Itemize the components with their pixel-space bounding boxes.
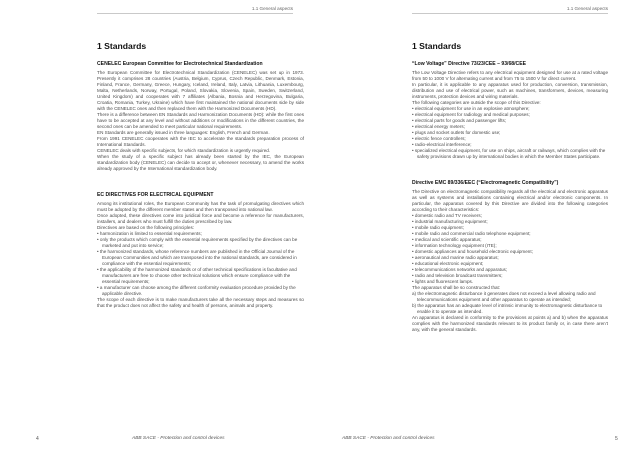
list-item: • mobile radio and commercial radio telephone equipment; <box>412 231 608 237</box>
spacer <box>97 172 304 192</box>
list-item: • telecommunications networks and apparatus; <box>412 267 608 273</box>
footer-text: ABB SACE - Protection and control devices <box>342 436 435 441</box>
header-rule <box>97 13 293 14</box>
section-title: 1 Standards <box>97 41 147 51</box>
page-footer <box>342 436 435 441</box>
ec-paragraph: Among its institutional roles, the European Community has the task of promulgating directives which must be adopted by the different member states and then transposed into national law. <box>97 201 304 212</box>
emc-paragraph: The apparatus shall be so constructed that: <box>412 285 501 290</box>
list-item: • harmonization is limited to essential requirements; <box>97 231 304 237</box>
list-item: • the harmonized standards, whose reference numbers are published in the Official Journal of the European Communities and which are transposed into the national standards, are considered in compliance with the essential requirements; <box>97 249 304 267</box>
list-item: • educational electronic equipment; <box>412 261 608 267</box>
emc-paragraph: The Directive on electromagnetic compatibility regards all the electrical and electronic apparatus as well as systems and installations containing electrical and/or electronic components. In particular, the apparatus covered by this Directive are divided into the following categories according to their characteristics: <box>412 189 608 212</box>
list-item: • electrical equipment for radiology and medical purposes; <box>412 112 608 118</box>
cenelec-paragraph: There is a difference between EN Standards and Harmonization Documents (HD): while the first ones have to be accepted at any level and without additions or modifications in the different countries, the second ones can be amended to meet particular national requirements. <box>97 112 304 129</box>
list-item: • domestic appliances and household electronic equipment; <box>412 249 608 255</box>
cenelec-paragraph: When the study of a specific subject has already been started by the IEC, the European standardization body (CENELEC) can decide to accept or, whenever necessary, to amend the works already approved by the International standardization body. <box>97 154 304 171</box>
list-item: • the applicability of the harmonized standards or of other technical specifications is facultative and manufacturers are free to choose other technical solutions which ensure compliance with the essential requirements; <box>97 267 304 285</box>
list-item: • mobile radio equipment; <box>412 225 608 231</box>
footer-text: ABB SACE - Protection and control devices <box>132 436 225 441</box>
right-page <box>319 0 638 451</box>
emc-heading: Directive EMC 89/336/EEC (“Electromagnetic Compatibility”) <box>412 180 559 186</box>
list-item: • electrical energy meters; <box>412 124 608 130</box>
ec-paragraph: Once adopted, these directives come into juridical force and become a reference for manufacturers, installers, and dealers who must fulfill the duties prescribed by law. <box>97 213 304 224</box>
list-item: • plugs and socket outlets for domestic use; <box>412 130 608 136</box>
list-item: • lights and fluorescent lamps. <box>412 279 608 285</box>
list-item: • electrical parts for goods and passenger lifts; <box>412 118 608 124</box>
list-item: • radio-electrical interference; <box>412 142 608 148</box>
page-number: 5 <box>615 436 618 442</box>
header-rule <box>412 13 608 14</box>
list-item: • specialized electrical equipment, for use on ships, aircraft or railways, which complies with the safety provisions drawn up by international bodies in which the Member States participate. <box>412 148 608 160</box>
list-item: • medical and scientific apparatus; <box>412 237 608 243</box>
list-item: • radio and television broadcast transmitters; <box>412 273 608 279</box>
ec-directives-heading: EC DIRECTIVES FOR ELECTRICAL EQUIPMENT <box>97 192 214 198</box>
page-footer <box>132 436 225 441</box>
right-column <box>412 41 608 333</box>
list-item: • only the products which comply with the essential requirements specified by the directives can be marketed and put into service; <box>97 237 304 249</box>
list-item: • information technology equipment (ITE); <box>412 243 608 249</box>
principles-list <box>97 231 304 297</box>
ec-paragraph: Directives are based on the following principles: <box>97 225 195 230</box>
lvd-paragraph: The following categories are outside the scope of this Directive: <box>412 100 541 105</box>
lvd-heading: “Low Voltage” Directive 73/23/CEE – 93/68/CEE <box>412 61 526 67</box>
section-title: 1 Standards <box>412 41 462 51</box>
list-item: • aeronautical and marine radio apparatus; <box>412 255 608 261</box>
lvd-paragraph: The Low Voltage Directive refers to any electrical equipment designed for use at a rated voltage from 50 to 1000 V for alternating current and from 75 to 1500 V for direct current. <box>412 70 608 81</box>
spacer <box>412 160 608 180</box>
ec-paragraph: The scope of each directive is to make manufacturers take all the necessary steps and measures so that the product does not affect the safety and health of persons, animals and property. <box>97 297 304 308</box>
page-number: 4 <box>36 436 39 442</box>
cenelec-paragraph: From 1991 CENELEC cooperates with the IEC to accelerate the standards preparation process of International Standards. <box>97 136 304 147</box>
cenelec-paragraph: The European Committee for Electrotechnical Standardization (CENELEC) was set up in 1973. Presently it comprises 28 countries (Austria, Belgium, Cyprus, Czech Republic, Denmark, Estonia, Finland, France, Germany, Greece, Hungary, Iceland, Ireland, Italy, Latvia, Lithuania, Luxembourg, Malta, Netherlands, Norway, Portugal, Poland, Slovakia, Slovenia, Spain, Sweden, Switzerland, United Kingdom) and cooperates with 7 affiliates (Albania, Bosnia and Herzegovina, Bulgaria, Croatia, Romania, Turkey, Ukraine) which have first maintained the national documents side by side with the CENELEC ones and then replaced them with the Harmonized Documents (HD). <box>97 70 304 111</box>
construction-requirements-list <box>412 291 608 315</box>
list-item: • electrical equipment for use in an explosive atmosphere; <box>412 106 608 112</box>
list-item: • domestic radio and TV receivers; <box>412 213 608 219</box>
excluded-categories-list <box>412 106 608 160</box>
list-item: • electric fence controllers; <box>412 136 608 142</box>
left-column <box>97 41 304 309</box>
cenelec-paragraph: CENELEC deals with specific subjects, for which standardization is urgently required. <box>97 148 271 153</box>
cenelec-paragraph: EN Standards are generally issued in three languages: English, French and German. <box>97 130 270 135</box>
running-header: 1.1 General aspects <box>251 6 293 11</box>
list-item: b) the apparatus has an adequate level of intrinsic immunity to electromagnetic disturbance to enable it to operate as intended. <box>412 303 603 314</box>
list-item: a) the electromagnetic disturbance it generates does not exceed a level allowing radio and telecommunications equipment and other apparatus to operate as intended; <box>412 291 596 302</box>
apparatus-categories-list <box>412 213 608 285</box>
emc-paragraph: An apparatus is declared in conformity to the provisions at points a) and b) when the apparatus complies with the harmonized standards relevant to its product family or, in case there aren’t any, with the general standards. <box>412 315 608 332</box>
list-item: • industrial manufacturing equipment; <box>412 219 608 225</box>
running-header: 1.1 General aspects <box>566 6 608 11</box>
cenelec-heading: CENELEC European Committee for Electrotechnical Standardization <box>97 61 263 67</box>
lvd-paragraph: In particular, it is applicable to any apparatus used for production, conversion, transmission, distribution and use of electrical power, such as machines, transformers, devices, measuring instruments, protection devices and wiring materials. <box>412 82 608 99</box>
list-item: • a manufacturer can choose among the different conformity evaluation procedure provided by the applicable directive. <box>97 285 304 297</box>
